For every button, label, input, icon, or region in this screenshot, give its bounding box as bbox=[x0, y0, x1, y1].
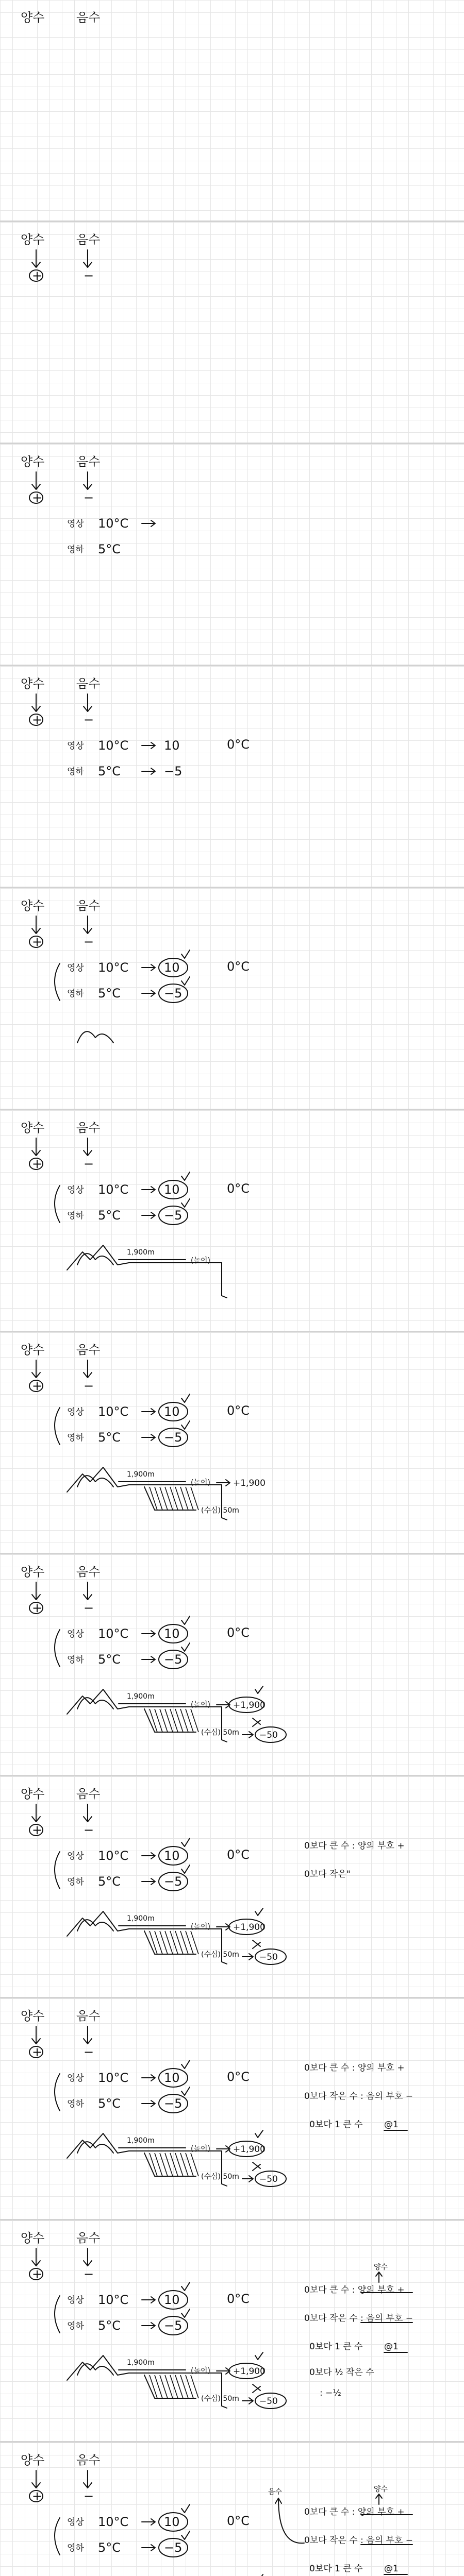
check-mark bbox=[181, 2282, 190, 2291]
minus-sign: − bbox=[84, 268, 94, 283]
arrow-down-icon bbox=[84, 2470, 92, 2488]
check-mark bbox=[181, 2060, 190, 2069]
zero-degree: 0°C bbox=[227, 1181, 250, 1196]
check-mark bbox=[255, 2352, 263, 2360]
minus-heading: 음수 bbox=[76, 2009, 101, 2023]
rule-negative: 0보다 작은" bbox=[304, 1869, 351, 1879]
plus-heading: 양수 bbox=[21, 676, 45, 691]
arrow-right-icon bbox=[142, 1212, 155, 1218]
arrow-up-icon bbox=[376, 2272, 382, 2282]
rule-negative: 0보다 작은 수 : 음의 부호 − bbox=[304, 2535, 413, 2546]
example-one-value: @1 bbox=[384, 2120, 399, 2130]
minus-heading: 음수 bbox=[76, 454, 101, 469]
below-zero-label: 영하 bbox=[67, 1877, 84, 1887]
height-label: (높이) bbox=[191, 1479, 210, 1487]
step-drawing bbox=[0, 2443, 464, 2576]
water-basin bbox=[144, 2153, 196, 2176]
above-zero-value: 10°C bbox=[98, 738, 129, 753]
bracket bbox=[55, 2296, 60, 2333]
plus-sign: + bbox=[32, 1157, 43, 1171]
below-zero-value: 5°C bbox=[98, 986, 121, 1001]
arrow-down-icon bbox=[84, 916, 92, 934]
plus-heading: 양수 bbox=[21, 1787, 45, 1801]
check-mark bbox=[181, 2504, 190, 2513]
below-zero-value: 5°C bbox=[98, 2096, 121, 2111]
plus-heading: 양수 bbox=[21, 232, 45, 247]
positive-number-term: 양수 bbox=[374, 2485, 388, 2494]
example-half-smaller: 0보다 ½ 작은 수 bbox=[309, 2367, 374, 2378]
step-drawing bbox=[0, 222, 464, 443]
minus-five: −5 bbox=[164, 1208, 183, 1223]
depth-label: (수심) 50m bbox=[201, 1951, 239, 1959]
height-label: (높이) bbox=[191, 1923, 210, 1931]
step-drawing bbox=[0, 1776, 464, 1997]
minus-heading: 음수 bbox=[76, 676, 101, 691]
below-zero-value: 5°C bbox=[98, 764, 121, 778]
arrow-down-icon bbox=[32, 1138, 40, 1156]
arrow-down-icon bbox=[32, 694, 40, 711]
minus-sign: − bbox=[84, 935, 94, 949]
plus-heading: 양수 bbox=[21, 454, 45, 469]
minus-five: −5 bbox=[164, 1652, 183, 1667]
zero-degree: 0°C bbox=[227, 1403, 250, 1418]
arrow-right-icon bbox=[142, 1853, 155, 1859]
depth-number: −50 bbox=[259, 2396, 278, 2406]
example-half-value: : −½ bbox=[320, 2388, 341, 2398]
arrow-right-icon bbox=[142, 1631, 155, 1637]
arrow-right-icon bbox=[242, 2176, 253, 2182]
arrow-down-icon bbox=[84, 2248, 92, 2266]
rule-positive: 0보다 큰 수 : 양의 부호 + bbox=[304, 2507, 405, 2517]
cross-mark bbox=[253, 1718, 260, 1726]
minus-five: −5 bbox=[164, 2318, 183, 2333]
arrow-right-icon bbox=[142, 520, 155, 527]
minus-sign: − bbox=[84, 2489, 94, 2503]
arrow-down-icon bbox=[84, 1804, 92, 1822]
check-mark bbox=[181, 950, 190, 958]
arrow-down-icon bbox=[84, 1582, 92, 1600]
height-label: (높이) bbox=[191, 1701, 210, 1709]
above-zero-label: 영상 bbox=[67, 1185, 84, 1195]
plus-sign: + bbox=[32, 2489, 43, 2503]
check-mark bbox=[181, 977, 190, 985]
plus-sign: + bbox=[32, 1601, 43, 1615]
below-zero-label: 영하 bbox=[67, 1211, 84, 1221]
step-panel bbox=[0, 1332, 464, 1553]
rule-positive: 0보다 큰 수 : 양의 부호 + bbox=[304, 2285, 405, 2295]
height-figure: 1,900m bbox=[127, 1470, 155, 1479]
arrow-down-icon bbox=[32, 916, 40, 934]
minus-five: −5 bbox=[164, 2540, 183, 2555]
below-zero-label: 영하 bbox=[67, 767, 84, 777]
step-panel bbox=[0, 2221, 464, 2441]
step-panel bbox=[0, 444, 464, 665]
check-mark bbox=[181, 2309, 190, 2317]
rule-negative: 0보다 작은 수 : 음의 부호 − bbox=[304, 2313, 413, 2324]
arrow-down-icon bbox=[84, 694, 92, 711]
step-drawing bbox=[0, 444, 464, 665]
height-label: (높이) bbox=[191, 2367, 210, 2375]
check-mark bbox=[255, 1686, 263, 1693]
zero-degree: 0°C bbox=[227, 959, 250, 974]
plus-ten: 10 bbox=[164, 1849, 180, 1863]
minus-heading: 음수 bbox=[76, 232, 101, 247]
height-label: (높이) bbox=[191, 1257, 210, 1265]
below-zero-label: 영하 bbox=[67, 2099, 84, 2109]
minus-five: −5 bbox=[164, 1430, 183, 1445]
arrow-down-icon bbox=[32, 472, 40, 489]
depth-label: (수심) 50m bbox=[201, 1506, 239, 1515]
check-mark bbox=[181, 1199, 190, 1207]
step-drawing bbox=[0, 888, 464, 1109]
below-zero-label: 영하 bbox=[67, 2543, 84, 2553]
step-drawing bbox=[0, 1110, 464, 1331]
plus-heading: 양수 bbox=[21, 1121, 45, 1135]
height-number: +1,900 bbox=[233, 1700, 266, 1710]
minus-five: −5 bbox=[164, 1874, 183, 1889]
cross-mark bbox=[253, 2384, 260, 2393]
minus-heading: 음수 bbox=[76, 2453, 101, 2467]
plus-sign: + bbox=[32, 713, 43, 727]
height-figure: 1,900m bbox=[127, 1248, 155, 1257]
example-one-bigger: 0보다 1 큰 수 bbox=[309, 2120, 363, 2130]
arrow-down-icon bbox=[84, 1360, 92, 1378]
mountain-sketch bbox=[77, 1920, 113, 1931]
arrow-down-icon bbox=[32, 250, 40, 267]
bracket bbox=[55, 2518, 60, 2555]
minus-sign: − bbox=[84, 1157, 94, 1171]
height-number: +1,900 bbox=[233, 2366, 266, 2377]
curved-arrow bbox=[278, 2498, 304, 2543]
depth-label: (수심) 50m bbox=[201, 2173, 239, 2181]
arrow-down-icon bbox=[32, 2026, 40, 2044]
depth-label: (수심) 50m bbox=[201, 1728, 239, 1737]
plus-heading: 양수 bbox=[21, 899, 45, 913]
arrow-right-icon bbox=[142, 1878, 155, 1885]
plus-sign: + bbox=[32, 2267, 43, 2281]
height-number: +1,900 bbox=[233, 1922, 266, 1933]
example-one-value: @1 bbox=[384, 2564, 399, 2574]
minus-sign: − bbox=[84, 2267, 94, 2281]
plus-heading: 양수 bbox=[21, 1565, 45, 1579]
step-panel bbox=[0, 888, 464, 1109]
zero-degree: 0°C bbox=[227, 2514, 250, 2528]
above-zero-label: 영상 bbox=[67, 741, 84, 751]
height-label: (높이) bbox=[191, 2145, 210, 2153]
step-drawing bbox=[0, 666, 464, 887]
check-mark bbox=[181, 1865, 190, 1873]
height-figure: 1,900m bbox=[127, 1914, 155, 1923]
above-zero-value: 10°C bbox=[98, 516, 129, 531]
arrow-right-icon bbox=[242, 1954, 253, 1960]
check-mark bbox=[181, 2531, 190, 2539]
plus-ten: 10 bbox=[164, 2515, 180, 2529]
water-basin bbox=[144, 2375, 196, 2398]
check-mark bbox=[181, 1172, 190, 1180]
height-number: +1,900 bbox=[233, 1478, 266, 1488]
minus-heading: 음수 bbox=[76, 899, 101, 913]
rule-positive: 0보다 큰 수 : 양의 부호 + bbox=[304, 1841, 405, 1851]
plus-sign: + bbox=[32, 490, 43, 505]
minus-heading: 음수 bbox=[76, 2231, 101, 2245]
arrow-right-icon bbox=[142, 1434, 155, 1440]
arrow-down-icon bbox=[84, 250, 92, 267]
below-zero-value: 5°C bbox=[98, 2318, 121, 2333]
step-panel bbox=[0, 0, 464, 221]
mountain-sketch bbox=[77, 1476, 113, 1487]
plus-sign: + bbox=[32, 1379, 43, 1393]
depth-number: −50 bbox=[259, 1730, 278, 1740]
arrow-down-icon bbox=[32, 1360, 40, 1378]
step-drawing bbox=[0, 1332, 464, 1553]
arrow-right-icon bbox=[142, 2545, 155, 2551]
plus-ten: 10 bbox=[164, 1182, 180, 1197]
cross-mark bbox=[253, 1940, 260, 1948]
minus-sign: − bbox=[84, 1379, 94, 1393]
below-zero-value: 5°C bbox=[98, 1208, 121, 1223]
zero-degree: 0°C bbox=[227, 1625, 250, 1640]
above-zero-value: 10°C bbox=[98, 1626, 129, 1641]
above-zero-value: 10°C bbox=[98, 1404, 129, 1419]
above-zero-value: 10°C bbox=[98, 960, 129, 975]
check-mark bbox=[181, 1838, 190, 1846]
check-mark bbox=[181, 1421, 190, 1429]
arrow-right-icon bbox=[142, 2100, 155, 2107]
plus-sign: + bbox=[32, 2045, 43, 2059]
arrow-down-icon bbox=[84, 2026, 92, 2044]
check-mark bbox=[255, 1908, 263, 1916]
arrow-down-icon bbox=[32, 1804, 40, 1822]
below-zero-value: 5°C bbox=[98, 1652, 121, 1667]
step-drawing bbox=[0, 2221, 464, 2441]
mountain-sketch bbox=[77, 2364, 113, 2375]
example-one-bigger: 0보다 1 큰 수 bbox=[309, 2564, 363, 2574]
step-panel bbox=[0, 666, 464, 887]
height-figure: 1,900m bbox=[127, 2359, 155, 2367]
depth-number: −50 bbox=[259, 1952, 278, 1962]
height-number: +1,900 bbox=[233, 2144, 266, 2155]
above-zero-label: 영상 bbox=[67, 1629, 84, 1639]
water-basin bbox=[144, 1709, 196, 1732]
mountain-sketch bbox=[77, 1253, 113, 1265]
arrow-right-icon bbox=[142, 1409, 155, 1415]
arrow-down-icon bbox=[32, 2470, 40, 2488]
plus-ten: 10 bbox=[164, 2071, 180, 2085]
arrow-right-icon bbox=[142, 2519, 155, 2525]
above-zero-value: 10°C bbox=[98, 2071, 129, 2085]
step-panel bbox=[0, 1554, 464, 1775]
arrow-down-icon bbox=[84, 472, 92, 489]
below-zero-label: 영하 bbox=[67, 989, 84, 999]
mountain-sketch bbox=[77, 1698, 113, 1709]
step-panel bbox=[0, 1776, 464, 1997]
minus-heading: 음수 bbox=[76, 1787, 101, 1801]
check-mark bbox=[181, 2087, 190, 2095]
arrow-right-icon bbox=[142, 2297, 155, 2303]
depth-label: (수심) 50m bbox=[201, 2395, 239, 2403]
arrow-right-icon bbox=[242, 2398, 253, 2404]
minus-sign: − bbox=[84, 1823, 94, 1837]
example-one-value: @1 bbox=[384, 2342, 399, 2352]
arrow-right-icon bbox=[142, 1187, 155, 1193]
minus-five: −5 bbox=[164, 2096, 183, 2111]
check-mark bbox=[181, 1643, 190, 1651]
arrow-down-icon bbox=[32, 2248, 40, 2266]
below-zero-label: 영하 bbox=[67, 1433, 84, 1443]
above-zero-label: 영상 bbox=[67, 1851, 84, 1861]
minus-sign: − bbox=[84, 713, 94, 727]
below-zero-value: 5°C bbox=[98, 1874, 121, 1889]
zero-degree: 0°C bbox=[227, 2292, 250, 2306]
rule-negative: 0보다 작은 수 : 음의 부호 − bbox=[304, 2091, 413, 2102]
bracket bbox=[55, 2074, 60, 2111]
step-panel bbox=[0, 2443, 464, 2576]
plus-heading: 양수 bbox=[21, 2231, 45, 2245]
arrow-down-icon bbox=[32, 1582, 40, 1600]
minus-sign: − bbox=[84, 490, 94, 505]
plus-heading: 양수 bbox=[21, 2453, 45, 2467]
above-zero-label: 영상 bbox=[67, 963, 84, 973]
arrow-right-icon bbox=[142, 742, 155, 749]
plus-heading: 양수 bbox=[21, 10, 45, 25]
check-mark bbox=[181, 1394, 190, 1402]
below-zero-label: 영하 bbox=[67, 545, 84, 555]
example-one-bigger: 0보다 1 큰 수 bbox=[309, 2342, 363, 2352]
step-panel bbox=[0, 1110, 464, 1331]
positive-number-term: 양수 bbox=[374, 2263, 388, 2272]
minus-five: −5 bbox=[164, 764, 183, 778]
minus-heading: 음수 bbox=[76, 1121, 101, 1135]
bracket bbox=[55, 1185, 60, 1223]
zero-degree: 0°C bbox=[227, 1848, 250, 1862]
minus-heading: 음수 bbox=[76, 1565, 101, 1579]
arrow-right-icon bbox=[142, 2075, 155, 2081]
above-zero-value: 10°C bbox=[98, 2293, 129, 2307]
above-zero-value: 10°C bbox=[98, 2515, 129, 2529]
above-zero-label: 영상 bbox=[67, 519, 84, 529]
below-zero-value: 5°C bbox=[98, 542, 121, 556]
arrow-right-icon bbox=[142, 990, 155, 996]
below-zero-label: 영하 bbox=[67, 2321, 84, 2331]
cross-mark bbox=[253, 2162, 260, 2171]
arrow-up-icon bbox=[376, 2494, 382, 2504]
check-mark bbox=[181, 1616, 190, 1624]
plus-heading: 양수 bbox=[21, 2009, 45, 2023]
plus-ten: 10 bbox=[164, 1626, 180, 1641]
minus-five: −5 bbox=[164, 986, 183, 1001]
above-zero-value: 10°C bbox=[98, 1849, 129, 1863]
plus-sign: + bbox=[32, 268, 43, 283]
arrow-right-icon bbox=[142, 964, 155, 971]
above-zero-label: 영상 bbox=[67, 1407, 84, 1417]
plus-sign: + bbox=[32, 1823, 43, 1837]
step-panel bbox=[0, 222, 464, 443]
plus-sign: + bbox=[32, 935, 43, 949]
above-zero-label: 영상 bbox=[67, 2295, 84, 2306]
minus-heading: 음수 bbox=[76, 10, 101, 25]
plus-heading: 양수 bbox=[21, 1343, 45, 1357]
arrow-right-icon bbox=[142, 2323, 155, 2329]
arrow-right-icon bbox=[242, 1732, 253, 1738]
minus-sign: − bbox=[84, 1601, 94, 1615]
rule-positive: 0보다 큰 수 : 양의 부호 + bbox=[304, 2063, 405, 2073]
negative-number-term: 음수 bbox=[268, 2488, 283, 2496]
arrow-down-icon bbox=[84, 1138, 92, 1156]
below-zero-value: 5°C bbox=[98, 1430, 121, 1445]
depth-number: −50 bbox=[259, 2174, 278, 2184]
minus-heading: 음수 bbox=[76, 1343, 101, 1357]
height-figure: 1,900m bbox=[127, 2137, 155, 2145]
minus-sign: − bbox=[84, 2045, 94, 2059]
zero-degree: 0°C bbox=[227, 737, 250, 752]
mountain-sketch bbox=[77, 2142, 113, 2153]
water-basin bbox=[144, 1931, 196, 1954]
below-zero-value: 5°C bbox=[98, 2540, 121, 2555]
above-zero-value: 10°C bbox=[98, 1182, 129, 1197]
bracket bbox=[55, 1408, 60, 1445]
step-panel bbox=[0, 1998, 464, 2219]
arrow-right-icon bbox=[142, 1656, 155, 1663]
step-drawing bbox=[0, 1554, 464, 1775]
plus-ten: 10 bbox=[164, 738, 180, 753]
step-drawing bbox=[0, 1998, 464, 2219]
step-drawing bbox=[0, 0, 464, 221]
above-zero-label: 영상 bbox=[67, 2073, 84, 2083]
bracket bbox=[55, 963, 60, 1001]
above-zero-label: 영상 bbox=[67, 2517, 84, 2528]
bracket bbox=[55, 1852, 60, 1889]
height-figure: 1,900m bbox=[127, 1692, 155, 1701]
plus-ten: 10 bbox=[164, 2293, 180, 2307]
water-basin bbox=[144, 1487, 196, 1510]
zero-degree: 0°C bbox=[227, 2070, 250, 2084]
plus-ten: 10 bbox=[164, 960, 180, 975]
bracket bbox=[55, 1630, 60, 1667]
mountain-sketch bbox=[77, 1031, 113, 1043]
check-mark bbox=[255, 2130, 263, 2138]
arrow-right-icon bbox=[142, 768, 155, 774]
plus-ten: 10 bbox=[164, 1404, 180, 1419]
below-zero-label: 영하 bbox=[67, 1655, 84, 1665]
